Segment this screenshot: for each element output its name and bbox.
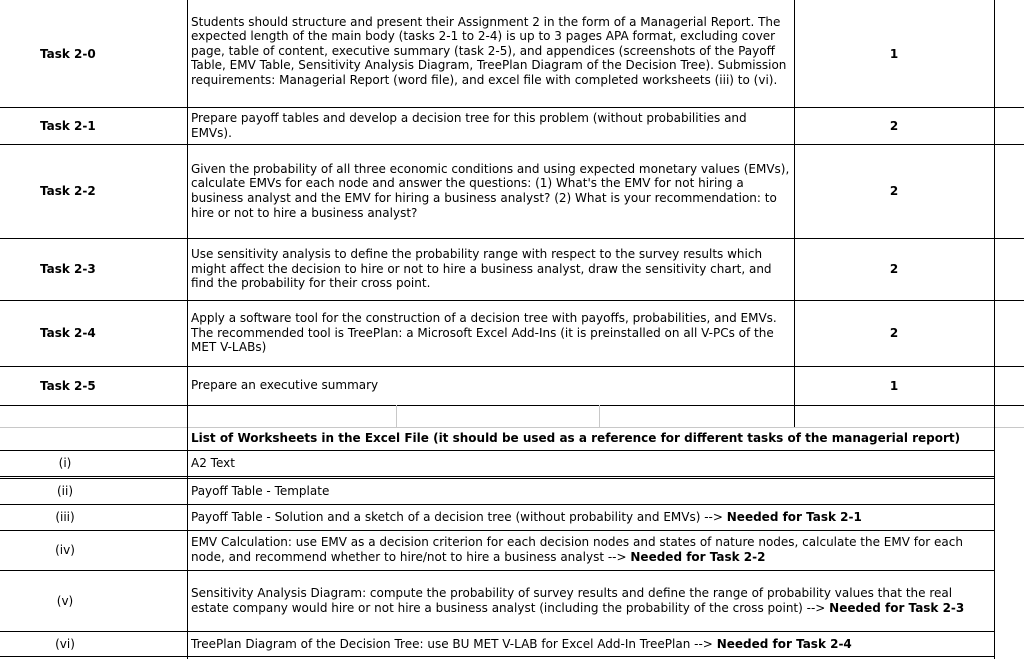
grid-line — [0, 476, 994, 477]
worksheet-desc: Sensitivity Analysis Diagram: compute the probability of survey results and define the range of probability values that the real estate company would hire or not hire a business analyst (including the probability of the cross point) --> — [191, 585, 953, 615]
task-points: 2 — [889, 326, 899, 340]
grid-line — [0, 427, 1024, 428]
grid-line — [0, 631, 994, 632]
task-label: Task 2-5 — [40, 378, 96, 393]
grid-line — [0, 570, 994, 571]
worksheet-text — [187, 570, 994, 631]
worksheet-needed: Needed for Task 2-2 — [630, 550, 766, 564]
task-description: Apply a software tool for the construction of a decision tree with payoffs, probabilities, and EMVs. The recommended tool is TreePlan: a Microsoft Excel Add-Ins (it is preinstalled on all V-PCs of the MET V-LABs) — [191, 311, 777, 355]
worksheet-desc: A2 Text — [191, 455, 235, 470]
grid-line — [0, 656, 994, 657]
grid-line — [0, 300, 1024, 301]
worksheet-desc: EMV Calculation: use EMV as a decision criterion for each decision nodes and states of nature nodes, calculate the EMV for each node, and recommend whether to hire/not to hire a business analyst --> — [191, 535, 963, 564]
grid-line — [396, 405, 397, 427]
worksheet-needed: Needed for Task 2-3 — [829, 600, 965, 615]
task-description: Use sensitivity analysis to define the probability range with respect to the survey results which might affect the decision to hire or not to hire a business analyst, draw the sensitivity chart, and find the probability for their cross point. — [191, 247, 772, 291]
worksheet-text — [187, 478, 994, 504]
worksheet-number: (i) — [58, 456, 72, 470]
task-points: 1 — [889, 46, 899, 61]
grid-line — [0, 450, 994, 451]
worksheet-text — [187, 450, 994, 476]
grid-line — [0, 530, 994, 531]
grid-line — [794, 0, 795, 427]
task-label: Task 2-4 — [40, 326, 96, 340]
task-description: Given the probability of all three economic conditions and using expected monetary values (EMVs), calculate EMVs for each node and answer the questions: (1) What's the EMV for not hiring a business analyst and the EMV for hiring a business analyst? (2) What is your recommendation: to hire or not to hire a business analyst? — [191, 161, 790, 220]
task-label: Task 2-2 — [40, 184, 96, 198]
grid-line — [994, 0, 995, 659]
worksheet-needed: Needed for Task 2-1 — [726, 509, 862, 524]
worksheet-number: (iii) — [55, 510, 75, 524]
task-description: Prepare payoff tables and develop a decision tree for this problem (without probabilities and EMVs). — [191, 110, 747, 140]
worksheet-desc: Payoff Table - Template — [191, 483, 330, 498]
worksheet-needed: Needed for Task 2-4 — [716, 636, 852, 651]
worksheet-desc: TreePlan Diagram of the Decision Tree: use BU MET V-LAB for Excel Add-In TreePlan --> — [191, 636, 713, 651]
task-points: 2 — [889, 118, 899, 133]
worksheet-number: (vi) — [55, 637, 75, 651]
worksheet-number: (iv) — [55, 543, 75, 557]
grid-line — [0, 366, 1024, 367]
grid-line — [0, 405, 1024, 406]
grid-line — [0, 107, 1024, 108]
task-description: Students should structure and present their Assignment 2 in the form of a Managerial Report. The expected length of the main body (tasks 2-1 to 2-4) is up to 3 pages APA format, excluding cover page, table of content, executive summary (task 2-5), and appendices (screenshots of the Payoff Table, EMV Table, Sensitivity Analysis Diagram, TreePlan Diagram of the Decision Tree). Submission requirements: Managerial Report (word file), and excel file with completed worksheets (iii) to (vi). — [191, 14, 787, 87]
grid-line — [0, 504, 994, 505]
task-label: Task 2-0 — [40, 46, 96, 61]
grid-line — [0, 238, 1024, 239]
worksheet-text — [187, 631, 994, 657]
task-label: Task 2-3 — [40, 262, 96, 276]
task-label: Task 2-1 — [40, 118, 96, 133]
task-points: 1 — [889, 378, 899, 393]
worksheets-heading: List of Worksheets in the Excel File (it should be used as a reference for different tasks of the managerial report) — [191, 431, 961, 446]
task-points: 2 — [889, 262, 899, 276]
grid-line — [0, 478, 994, 479]
worksheet-text — [187, 530, 994, 570]
worksheet-text — [187, 504, 994, 530]
task-points: 2 — [889, 184, 899, 198]
worksheet-desc: Payoff Table - Solution and a sketch of a decision tree (without probability and EMVs) --> — [191, 509, 723, 524]
grid-line — [187, 0, 188, 659]
grid-line — [599, 405, 600, 427]
grid-line — [0, 144, 1024, 145]
worksheet-number: (ii) — [56, 484, 74, 498]
worksheet-number: (v) — [56, 593, 74, 608]
task-description: Prepare an executive summary — [191, 378, 379, 393]
